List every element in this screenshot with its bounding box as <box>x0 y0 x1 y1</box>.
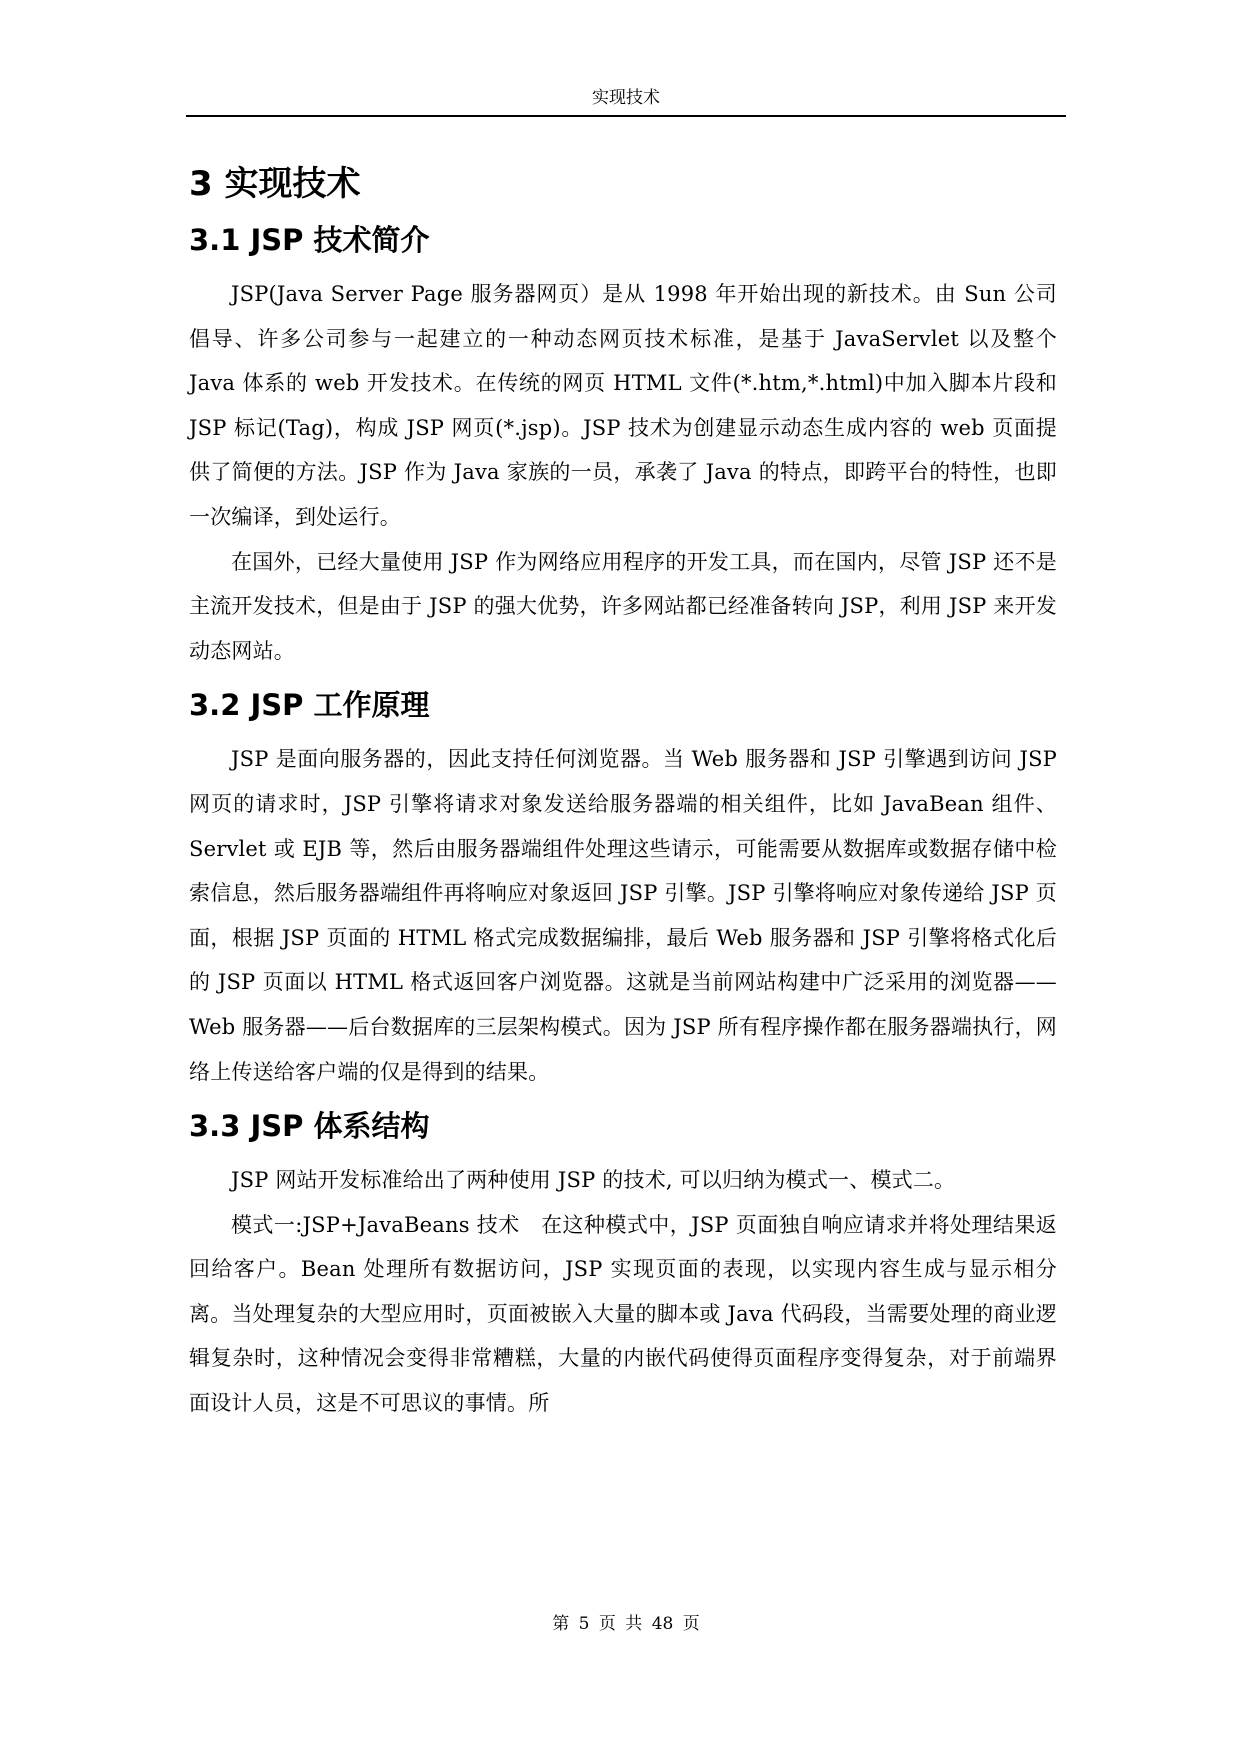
running-header: 实现技术 <box>592 88 660 108</box>
section-jsp-intro <box>189 218 1057 673</box>
paragraph: 模式一:JSP+JavaBeans 技术 在这种模式中，JSP 页面独自响应请求并将处理结果返回给客户。Bean 处理所有数据访问，JSP 实现页面的表现，以实现内容生成与显示相分离。当处理复杂的大型应用时，页面被嵌入大量的脚本或 Java 代码段，当需要处理的商业逻辑复杂时，这种情况会变得非常糟糕，大量的内嵌代码使得页面程序变得复杂，对于前端界面设计人员，这是不可思议的事情。所 <box>189 1212 1057 1416</box>
chapter-title: 3 实现技术 <box>189 164 361 204</box>
paragraph: JSP 网站开发标准给出了两种使用 JSP 的技术, 可以归纳为模式一、模式二。 <box>231 1168 956 1193</box>
paragraph: 在国外，已经大量使用 JSP 作为网络应用程序的开发工具，而在国内，尽管 JSP 还不是主流开发技术，但是由于 JSP 的强大优势，许多网站都已经准备转向 JSP，利用 JSP 来开发动态网站。 <box>189 549 1057 663</box>
page-number-footer: 第 5 页 共 48 页 <box>552 1614 700 1634</box>
section-title: 3.3 JSP 体系结构 <box>189 1109 430 1144</box>
document-body <box>189 160 1057 1426</box>
section-jsp-architecture <box>189 1104 1057 1426</box>
header-rule <box>186 115 1066 117</box>
paragraph: JSP(Java Server Page 服务器网页）是从 1998 年开始出现的新技术。由 Sun 公司倡导、许多公司参与一起建立的一种动态网页技术标准，是基于 JavaServlet 以及整个 Java 体系的 web 开发技术。在传统的网页 HTML 文件(*.htm,*.html)中加入脚本片段和 JSP 标记(Tag)，构成 JSP 网页(*.jsp)。JSP 技术为创建显示动态生成内容的 web 页面提供了简便的方法。JSP 作为 Java 家族的一员，承袭了 Java 的特点，即跨平台的特性，也即一次编译，到处运行。 <box>189 282 1057 529</box>
section-title: 3.2 JSP 工作原理 <box>189 688 430 723</box>
paragraph: JSP 是面向服务器的，因此支持任何浏览器。当 Web 服务器和 JSP 引擎遇到访问 JSP 网页的请求时，JSP 引擎将请求对象发送给服务器端的相关组件，比如 JavaBean 组件、Servlet 或 EJB 等，然后由服务器端组件处理这些请示，可能需要从数据库或数据存储中检索信息，然后服务器端组件再将响应对象返回 JSP 引擎。JSP 引擎将响应对象传递给 JSP 页面，根据 JSP 页面的 HTML 格式完成数据编排，最后 Web 服务器和 JSP 引擎将格式化后的 JSP 页面以 HTML 格式返回客户浏览器。这就是当前网站构建中广泛采用的浏览器——Web 服务器——后台数据库的三层架构模式。因为 JSP 所有程序操作都在服务器端执行，网络上传送给客户端的仅是得到的结果。 <box>189 747 1057 1084</box>
section-title: 3.1 JSP 技术简介 <box>189 223 430 257</box>
section-jsp-principle <box>189 683 1057 1094</box>
